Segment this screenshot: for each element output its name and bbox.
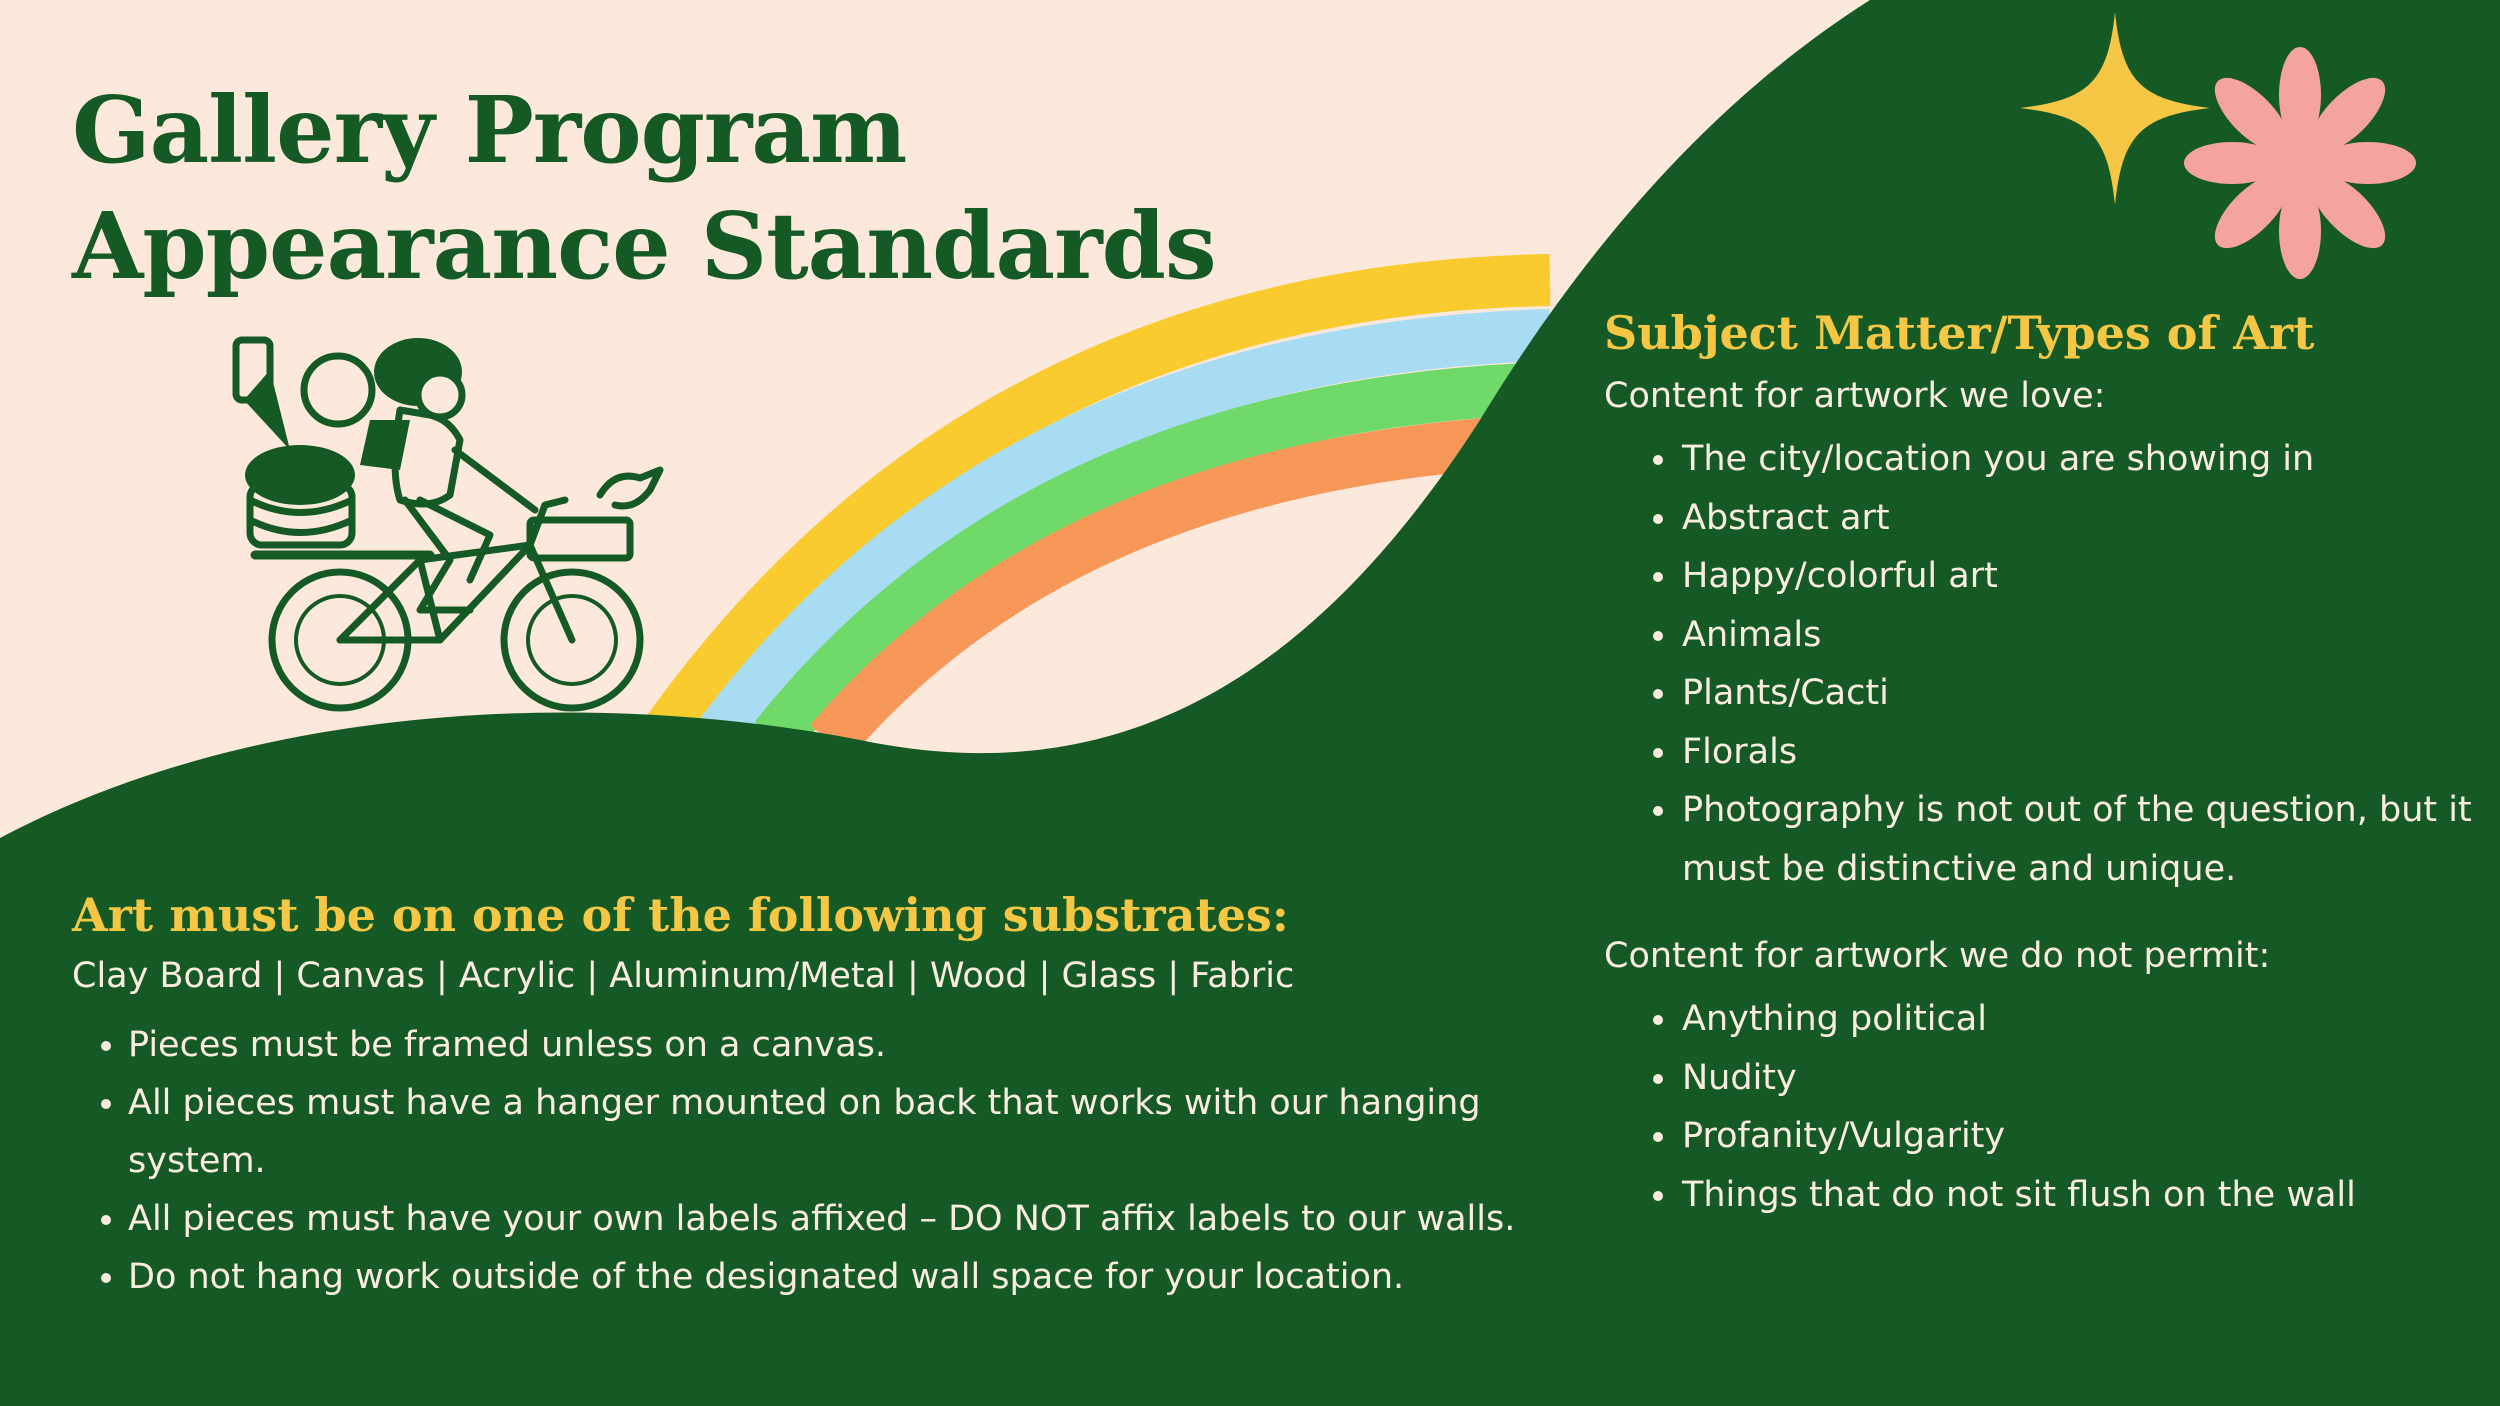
deny-intro: Content for artwork we do not permit: — [1604, 936, 2271, 976]
list-item: • The city/location you are showing in — [1680, 430, 2484, 489]
list-item: • Things that do not sit flush on the wall — [1680, 1166, 2484, 1225]
love-list — [1604, 430, 2484, 898]
list-item: • Profanity/Vulgarity — [1680, 1107, 2484, 1166]
substrates-list: Clay Board | Canvas | Acrylic | Aluminum/Metal | Wood | Glass | Fabric — [72, 956, 1295, 996]
subject-section — [1604, 300, 2484, 1224]
list-item: • Plants/Cacti — [1680, 664, 2484, 723]
list-item: • Pieces must be framed unless on a canvas. — [128, 1016, 1572, 1074]
list-item: • Photography is not out of the question, but it must be distinctive and unique. — [1680, 781, 2484, 898]
list-item: • Florals — [1680, 723, 2484, 782]
cyclist-illustration — [236, 338, 660, 708]
deny-list — [1604, 990, 2484, 1224]
substrates-rules — [72, 1016, 1572, 1306]
love-intro: Content for artwork we love: — [1604, 376, 2106, 416]
list-item: • All pieces must have your own labels affixed – DO NOT affix labels to our walls. — [128, 1190, 1572, 1248]
list-item: • All pieces must have a hanger mounted on back that works with our hanging system. — [128, 1074, 1572, 1190]
list-item: • Abstract art — [1680, 489, 2484, 548]
list-item: • Anything political — [1680, 990, 2484, 1049]
substrates-heading: Art must be on one of the following substrates: — [72, 888, 1289, 942]
flower-icon — [2184, 47, 2416, 279]
subject-heading: Subject Matter/Types of Art — [1604, 306, 2315, 360]
list-item: • Happy/colorful art — [1680, 547, 2484, 606]
substrates-section — [72, 886, 1572, 1306]
list-item: • Do not hang work outside of the designated wall space for your location. — [128, 1248, 1572, 1306]
title-line-1: Gallery Program — [72, 76, 907, 184]
title-line-2: Appearance Standards — [72, 192, 1216, 300]
list-item: • Nudity — [1680, 1049, 2484, 1108]
list-item: • Animals — [1680, 606, 2484, 665]
page-title — [72, 72, 1216, 304]
